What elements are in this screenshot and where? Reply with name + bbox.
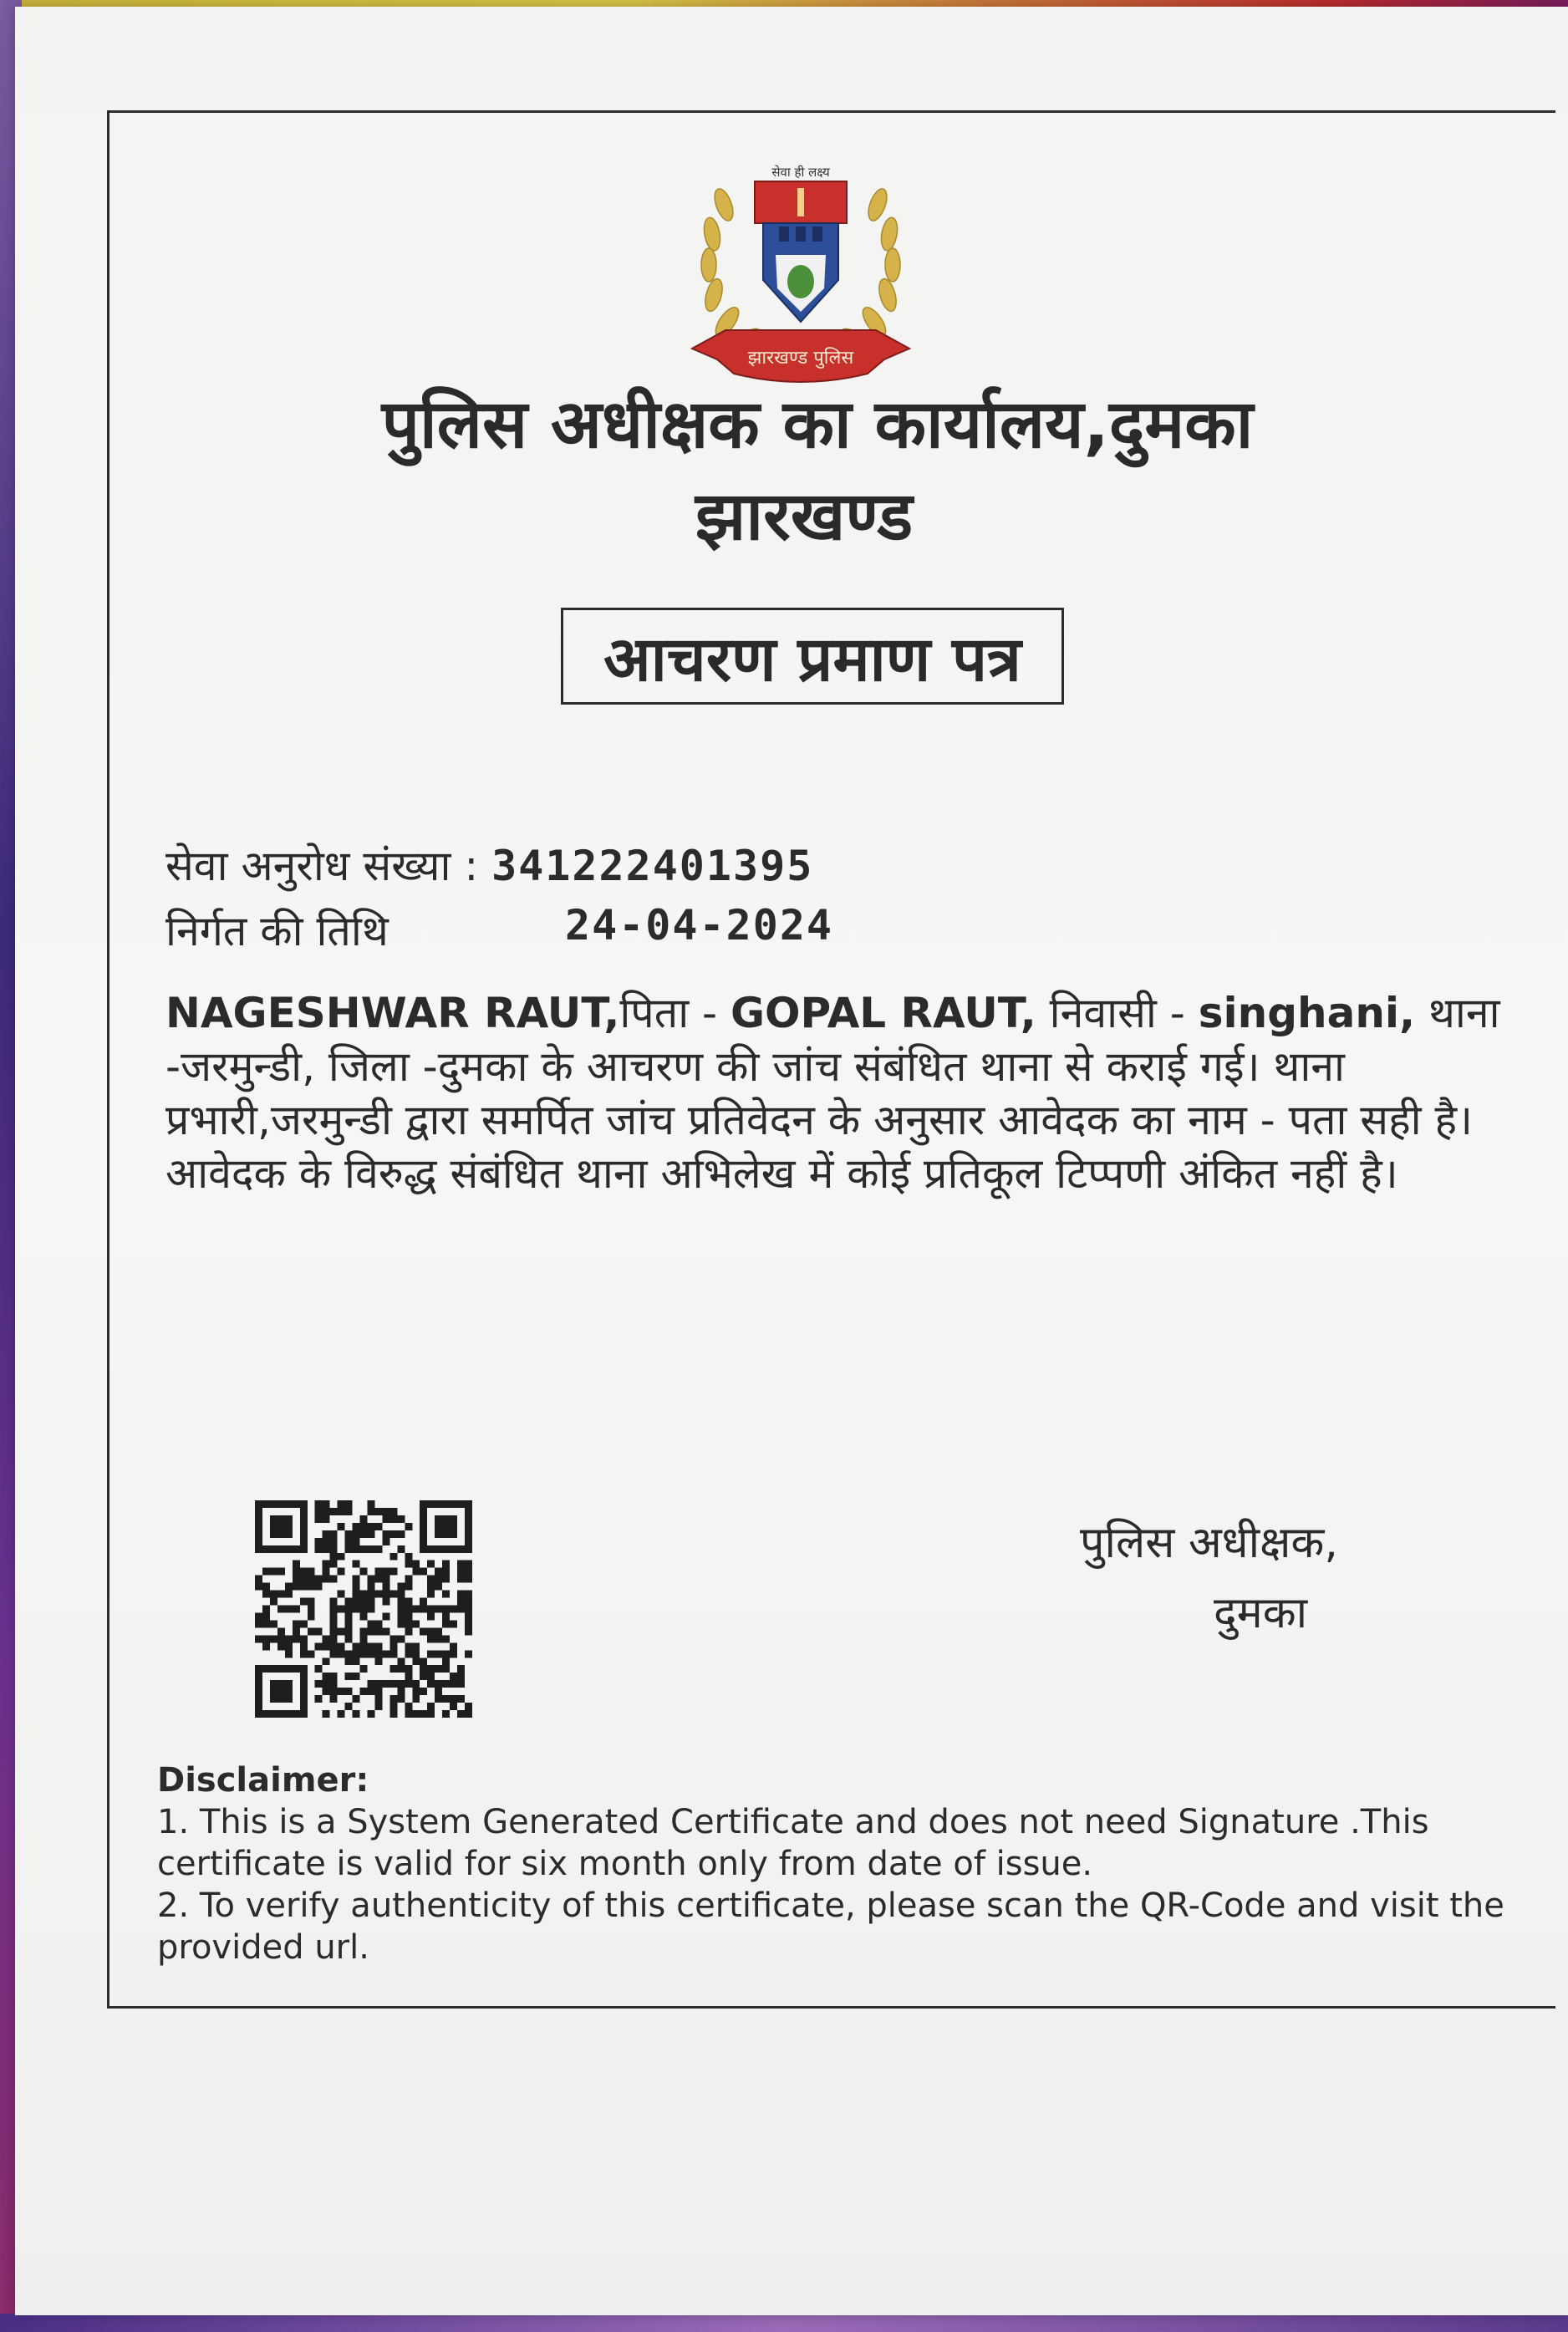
state-title: झारखण्ड: [695, 477, 914, 555]
emblem-banner-text: झारखण्ड पुलिस: [747, 348, 854, 369]
father-label: पिता -: [619, 989, 731, 1037]
qr-code[interactable]: [255, 1500, 472, 1718]
office-title: पुलिस अधीक्षक का कार्यालय,दुमका: [381, 385, 1254, 463]
issue-date-row: [165, 901, 834, 958]
resident-label: निवासी -: [1036, 989, 1185, 1037]
issue-date-label: निर्गत की तिथि: [165, 907, 389, 955]
body-text: थाना -जरमुन्डी, जिला -दुमका के आचरण की जांच संबंधित थाना से कराई गई। थाना प्रभारी,जरमुन्डी द्वारा समर्पित जांच प्रतिवेदन के अनुसार आवेदक का नाम - पता सही है। आवेदक के विरुद्ध संबंधित थाना अभिलेख में कोई प्रतिकूल टिप्पणी अंकित नहीं है।: [165, 989, 1500, 1198]
background-bottom-strip: [0, 2314, 1568, 2332]
village-name: singhani,: [1198, 989, 1416, 1037]
issue-date-value: 24-04-2024: [565, 901, 834, 950]
disclaimer-point-2: 2. To verify authenticity of this certificate, please scan the QR-Code and visit the provided url.: [157, 1886, 1504, 1967]
disclaimer-heading: Disclaimer:: [157, 1761, 369, 1800]
request-number-row: [165, 836, 813, 893]
certificate-title-box: [561, 608, 1064, 705]
jharkhand-police-emblem-icon: [675, 155, 926, 393]
applicant-name: NAGESHWAR RAUT,: [165, 989, 620, 1037]
emblem-motto-text: सेवा ही लक्ष्य: [771, 165, 830, 180]
father-name: GOPAL RAUT,: [730, 989, 1036, 1037]
disclaimer-point-1: 1. This is a System Generated Certificate and does not need Signature .This certificate is valid for six month only from date of issue.: [157, 1803, 1429, 1883]
signatory-title: पुलिस अधीक्षक,: [1080, 1518, 1338, 1568]
signatory-place: दुमका: [1214, 1588, 1308, 1638]
disclaimer: [157, 1759, 1545, 1968]
certificate-body: [165, 986, 1503, 1200]
certificate-title: आचरण प्रमाण पत्र: [603, 623, 1021, 695]
request-number-label: सेवा अनुरोध संख्या :: [165, 842, 479, 890]
request-number-value: 341222401395: [491, 842, 814, 890]
